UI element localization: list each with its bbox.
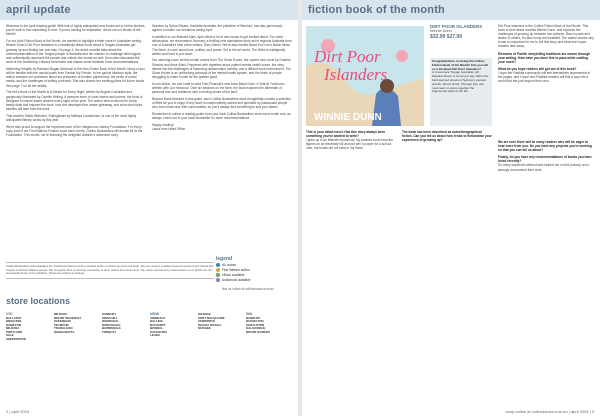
- store-list: [6, 312, 292, 341]
- answer: I hope the Pasifika community will see themselves represented in the pages, and I hope non-Pasifika readers will find a way into a world that sits just beyond their own.: [498, 70, 591, 84]
- answer: I grew up in an illiterate household. My parents could read the figures on an electricity bill and put pen to paper for a school note, but books did not exist in my home.: [306, 138, 393, 151]
- intro-text: Dirt Poor Islanders is the Collins Fiction Book of the Month. This book is from debut novelist Winnie Dunn, and explores the challenges of growing up between two cultures. Raw in parts and tender in others, it's also funny and heartfelt. The author shares why it was so important for her to tell this story and what she hopes readers take away.: [498, 24, 594, 49]
- store-column: WA BUNBURY BUSSELTON GERALDTON KALGOORLIE MOUNT BARKER: [246, 311, 270, 334]
- signature-line-1: Happy reading!: [152, 123, 174, 128]
- right-footer: shop online at collinsbooks.com.au | april 2024 | 3: [505, 408, 594, 414]
- left-page: [0, 0, 298, 416]
- legend-item: Audiobook available: [216, 278, 292, 282]
- legend-item: First Nations author: [216, 268, 292, 272]
- au-author-icon: [216, 263, 220, 267]
- signature-line-2: Laura from Head Office: [152, 127, 186, 132]
- paragraph: Remember to collect a reading guide from your local Collins Booksellers store each month and, as always, reach out to your local bookseller for more recommendations.: [152, 112, 291, 121]
- legend-item: eBook available: [216, 273, 292, 277]
- acknowledgement-notice: Collins Booksellers acknowledges the Traditional Owners of the unceded lands on which we work and trade. We pay respect to Elders past and present and extend that respect to all First Nations people. We recognise their continuing connection to land, waters and community. The views expressed by interviewees in our Q&As are not necessarily those of the publisher. Prices are subject to change.: [6, 262, 214, 279]
- paragraph: In non-fiction, we can't wait to read Fran Pisanski's new book Black Duck: A Year at Yumburra-writhen with Lyn Harwood. Over six seasons on the farm, the book explores the aftermath of personal loss and resilience with a moving sense of the land.: [152, 81, 285, 95]
- qa-column-1: [306, 130, 396, 150]
- legend: [216, 256, 292, 282]
- legend-item: AU author: [216, 263, 292, 267]
- stores-title: store locations: [6, 296, 71, 306]
- audiobook-icon: [216, 278, 220, 282]
- book-price: $32.99 $27.99: [430, 34, 462, 40]
- left-footer: 2 | april 2024: [6, 408, 30, 414]
- book-title: DIRT POOR ISLANDERS: [430, 24, 483, 29]
- question: We are sure there will be many readers who will be eager to hear more from you. Do you have any projects you're working on that you can tell us about?: [498, 140, 592, 153]
- paragraph: This month's Stella Selection, Edenglassie by Melissa Lucashenko, is one of the most highly anticipated literary works by this year.: [6, 113, 137, 123]
- cover-title-line-1: Dirt Poor: [314, 47, 381, 66]
- answer: A mixed-race Tongan Australian girl, Meadow Reed, is coming of age within the hard-learned streets of Sydney's poorest suburb, Mount Druitt. Through this, she must learn to piece together the fragmented parts of her life.: [432, 70, 489, 94]
- question: What do you hope readers will get out of this book?: [498, 66, 577, 71]
- cover-art: [306, 26, 424, 126]
- first-nations-icon: [216, 268, 220, 272]
- paragraph: In addition to our featured titles, April offers a lot of new books to get excited about. For crime aficionados, we recommend Scorcery, a thrilling new standalone story set in regional Australia from one of Australia's best crime writers, Gary Disher. We're also excited about Eve Lee's fiction debut The Work, a novel about love, politics, and power. Set in the art world, The Work is intelligently written and hard to put down.: [152, 34, 292, 56]
- find-online-link[interactable]: find us online at collinsbooks.com.au: [222, 287, 274, 291]
- paragraph: Beyond those featured in this guide, each Collins Booksellers store thoughtfully curates a selection of titles for you to enjoy. Every store is independently owned and operated by passionate people who love books and their communities, so you'll always find something to suit your tastes.: [152, 97, 292, 110]
- paragraph: Welcome to the April reading guide! With lots of highly anticipated new books set to hit the shelves, you're sure to find something to love. If you're looking for inspiration, check out our Books of the Month!: [6, 24, 146, 37]
- editorial-col-1: [6, 24, 146, 140]
- store-column: SUNBURY SWAN HILL WARRAGUL WONTHAGGI BAIRNSDALE TORQUAY: [102, 312, 121, 334]
- answer: So many wonderful writers have helped me on this journey, and I strongly recommend their work.: [498, 163, 590, 172]
- page-title: april update: [6, 4, 71, 16]
- editorial-col-2: [152, 24, 292, 140]
- paragraph: Our stunning cover art this month comes from The Gloss House, the superb new novel by Graeme Simsion and Anne Buist. Peppered with vignettes about patient mental health crises, the story delves into the challenges of balancing relationships, identity, and a difficult work environment. The Gloss House is an unflinching portrayal of the mental health system, and the kinds of people struggling to make it work for the greater good.: [152, 58, 291, 80]
- qa-column-3: [498, 140, 594, 172]
- paragraph: Warriors by Sylvia Elisara. Hachette Australia, the publisher of Warriors, has also generously agreed to match our donations during April.: [152, 24, 283, 33]
- cover-author: WINNIE DUNN: [314, 112, 382, 123]
- book-author: Winnie Dunn: [430, 29, 452, 33]
- right-page: [302, 0, 600, 416]
- paragraph: We're also proud to support the important work of the Indigenous Literacy Foundation. For every copy sold of our First Nations Feature book each month, Collins Booksellers will donate $1 to the Foundation. This month, we're featuring the delightful children's adventure story: [6, 124, 143, 138]
- qa-box: [430, 58, 492, 126]
- question: The book has been described as autoethnographical fiction. Can you tell us about how it was to fictionalise your experience of growing up?: [402, 130, 492, 143]
- question: This is your debut novel. Has this story always been something you've wanted to write?: [306, 130, 386, 139]
- editorial-columns: [0, 20, 298, 140]
- qa-columns: [306, 130, 492, 150]
- legend-title: legend: [216, 256, 233, 262]
- cover-title-line-2: Islanders: [324, 65, 388, 84]
- question: Congratulations on being the Collins Fiction Book of the Month! Can you tell us a bit about Dirt Poor Islanders?: [432, 59, 488, 71]
- book-cover: [306, 26, 424, 126]
- ebook-icon: [216, 273, 220, 277]
- paragraph: The Kid's Book of the Month is A Dream for Every Night, written by Angela Coaldrake and gorgeously illustrated by Camille Heiling. A treasure-trove of short stories and poems, the book is designed to inspire sweet dreams every night of the year. The author tells us about the lovely family ritual that inspired the book, how she developed the dream giveaway, and what she hopes families will take from the book.: [6, 90, 143, 112]
- intro-column: [498, 24, 594, 83]
- right-header-bar: [302, 0, 600, 20]
- qa-column-2: [402, 130, 492, 150]
- store-column: ORANGE PORT MACQUARIE TAMWORTH WAGGA WAGGA MUDGEE: [198, 312, 225, 330]
- paragraph: Mothering Heights by Rachael Mogan McIntosh is the Non-Fiction Book of the Month. Many of you will be familiar with her candid posts from Pardon My French. In her typical hilarious style, the author answers our questions about the pressures of modern parenthood, the perils of social media, and the challenges of writing a memoir. She also shares her exciting plans for future books. See page 7 for all the details.: [6, 66, 146, 88]
- store-column: NSW ARMIDALE BALLINA BATHURST BOWRAL GOULBURN LEURA: [150, 311, 167, 337]
- book-info: [430, 24, 492, 40]
- section-title: fiction book of the month: [308, 4, 445, 16]
- question: Finally, do you have any recommendations of books you have loved recently?: [498, 155, 592, 164]
- paragraph: For our April Fiction Book of the Month, we wanted to highlight a fresh voice in Australian writing. Winnie Dunn's Dirt Poor Islanders is a beautifully drawn book about a Tongan-Australian girl growing up and finding her own way. On page 3, the debut novelist talks about the underrepresentation of the Tongan people in Australia and her mission to challenge stereotypes and authentically represent the people and culture she knows so well. Dunn also discusses the work of the Sweatshop Literacy Movement and shares some fantastic book recommendations.: [6, 39, 142, 65]
- store-column: MILDURA MOUNT WAVERLEY PAKENHAM SEYMOUR TRARALGON WANGARATTA: [54, 312, 82, 334]
- store-column: VIC BALLARAT BRIGHTON HAMILTON MILDURA PORTLAND SALE SHEPPARTON: [6, 311, 26, 341]
- left-header-bar: [0, 0, 298, 20]
- question: Elements of Pacific storytelling traditions are woven through your writing. How have you done this to pass while crafting your novel?: [498, 51, 591, 64]
